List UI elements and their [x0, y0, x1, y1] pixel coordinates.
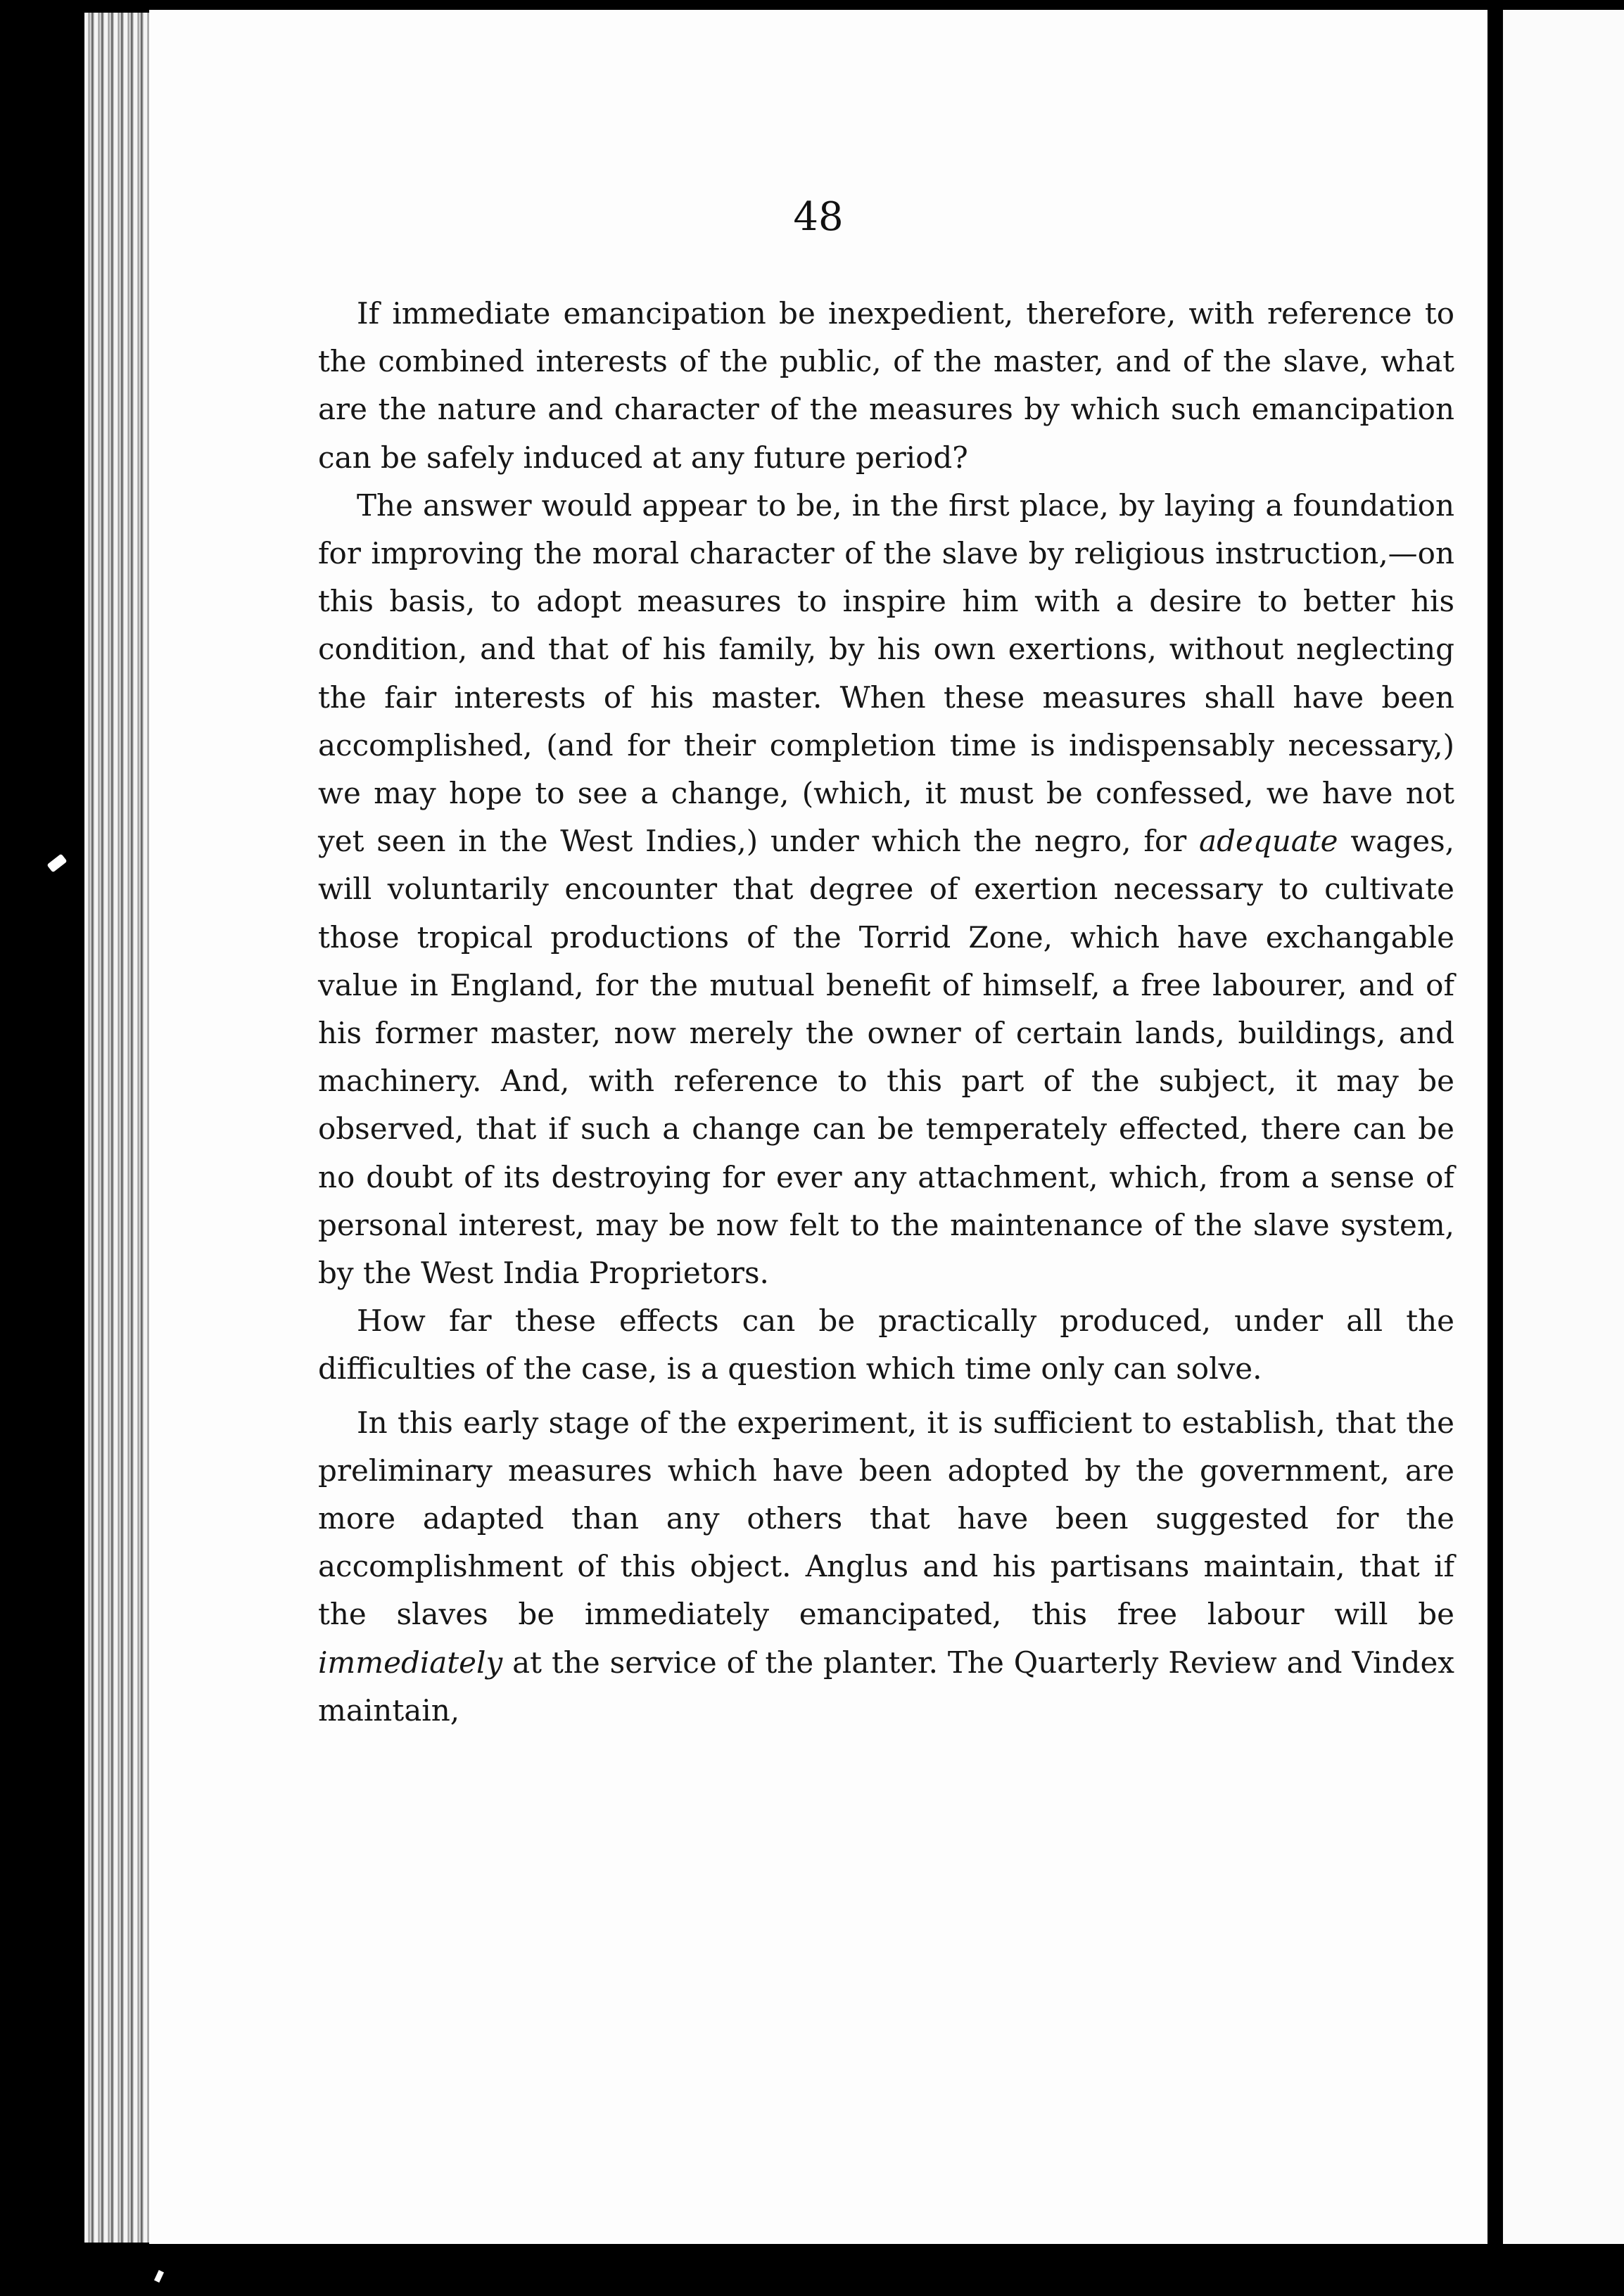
- emphasized-word: adequate: [1199, 824, 1338, 859]
- body-text: [318, 290, 1454, 1735]
- paragraph: If immediate emancipation be inexpedient, therefore, with reference to the combined interests of the public, of the master, and of the slave, what are the nature and character of the measures by which such emancipation can be safely induced at any future period?: [318, 296, 1454, 475]
- emphasized-word: immediately: [318, 1645, 503, 1680]
- paragraph: In this early stage of the experiment, it is sufficient to establish, that the preliminary measures which have been adopted by the government, are more adapted than any others that have been suggested for the accomplishment of this object. Anglus and his partisans maintain, that if the slaves be immediately emancipated, this free labour will be immediately at the service of the planter. The Quarterly Review and Vindex maintain,: [318, 1405, 1454, 1728]
- margin-mark: [46, 853, 67, 872]
- paragraph: The answer would appear to be, in the first place, by laying a foundation for improving the moral character of the slave by religious instruction,—on this basis, to adopt measures to inspire him with a desire to better his condition, and that of his family, by his own exertions, without neglecting the fair interests of his master. When these measures shall have been accomplished, (and for their completion time is indispensably necessary,) we may hope to see a change, (which, it must be confessed, we have not yet seen in the West Indies,) under which the negro, for adequate wages, will voluntarily encounter that degree of exertion necessary to cultivate those tropical productions of the Torrid Zone, which have exchangable value in England, for the mutual benefit of himself, a free labourer, and of his former master, now merely the owner of certain lands, buildings, and machinery. And, with reference to this part of the subject, it may be observed, that if such a change can be temperately effected, there can be no doubt of its destroying for ever any attachment, which, from a sense of personal interest, may be now felt to the maintenance of the slave system, by the West India Proprietors.: [318, 487, 1454, 1291]
- next-page-edge: [1503, 10, 1624, 2244]
- paragraph: How far these effects can be practically produced, under all the difficulties of the case, is a question which time only can solve.: [318, 1303, 1454, 1386]
- page-number: 48: [793, 194, 844, 240]
- book-page: [149, 10, 1487, 2244]
- margin-mark: [154, 2270, 164, 2283]
